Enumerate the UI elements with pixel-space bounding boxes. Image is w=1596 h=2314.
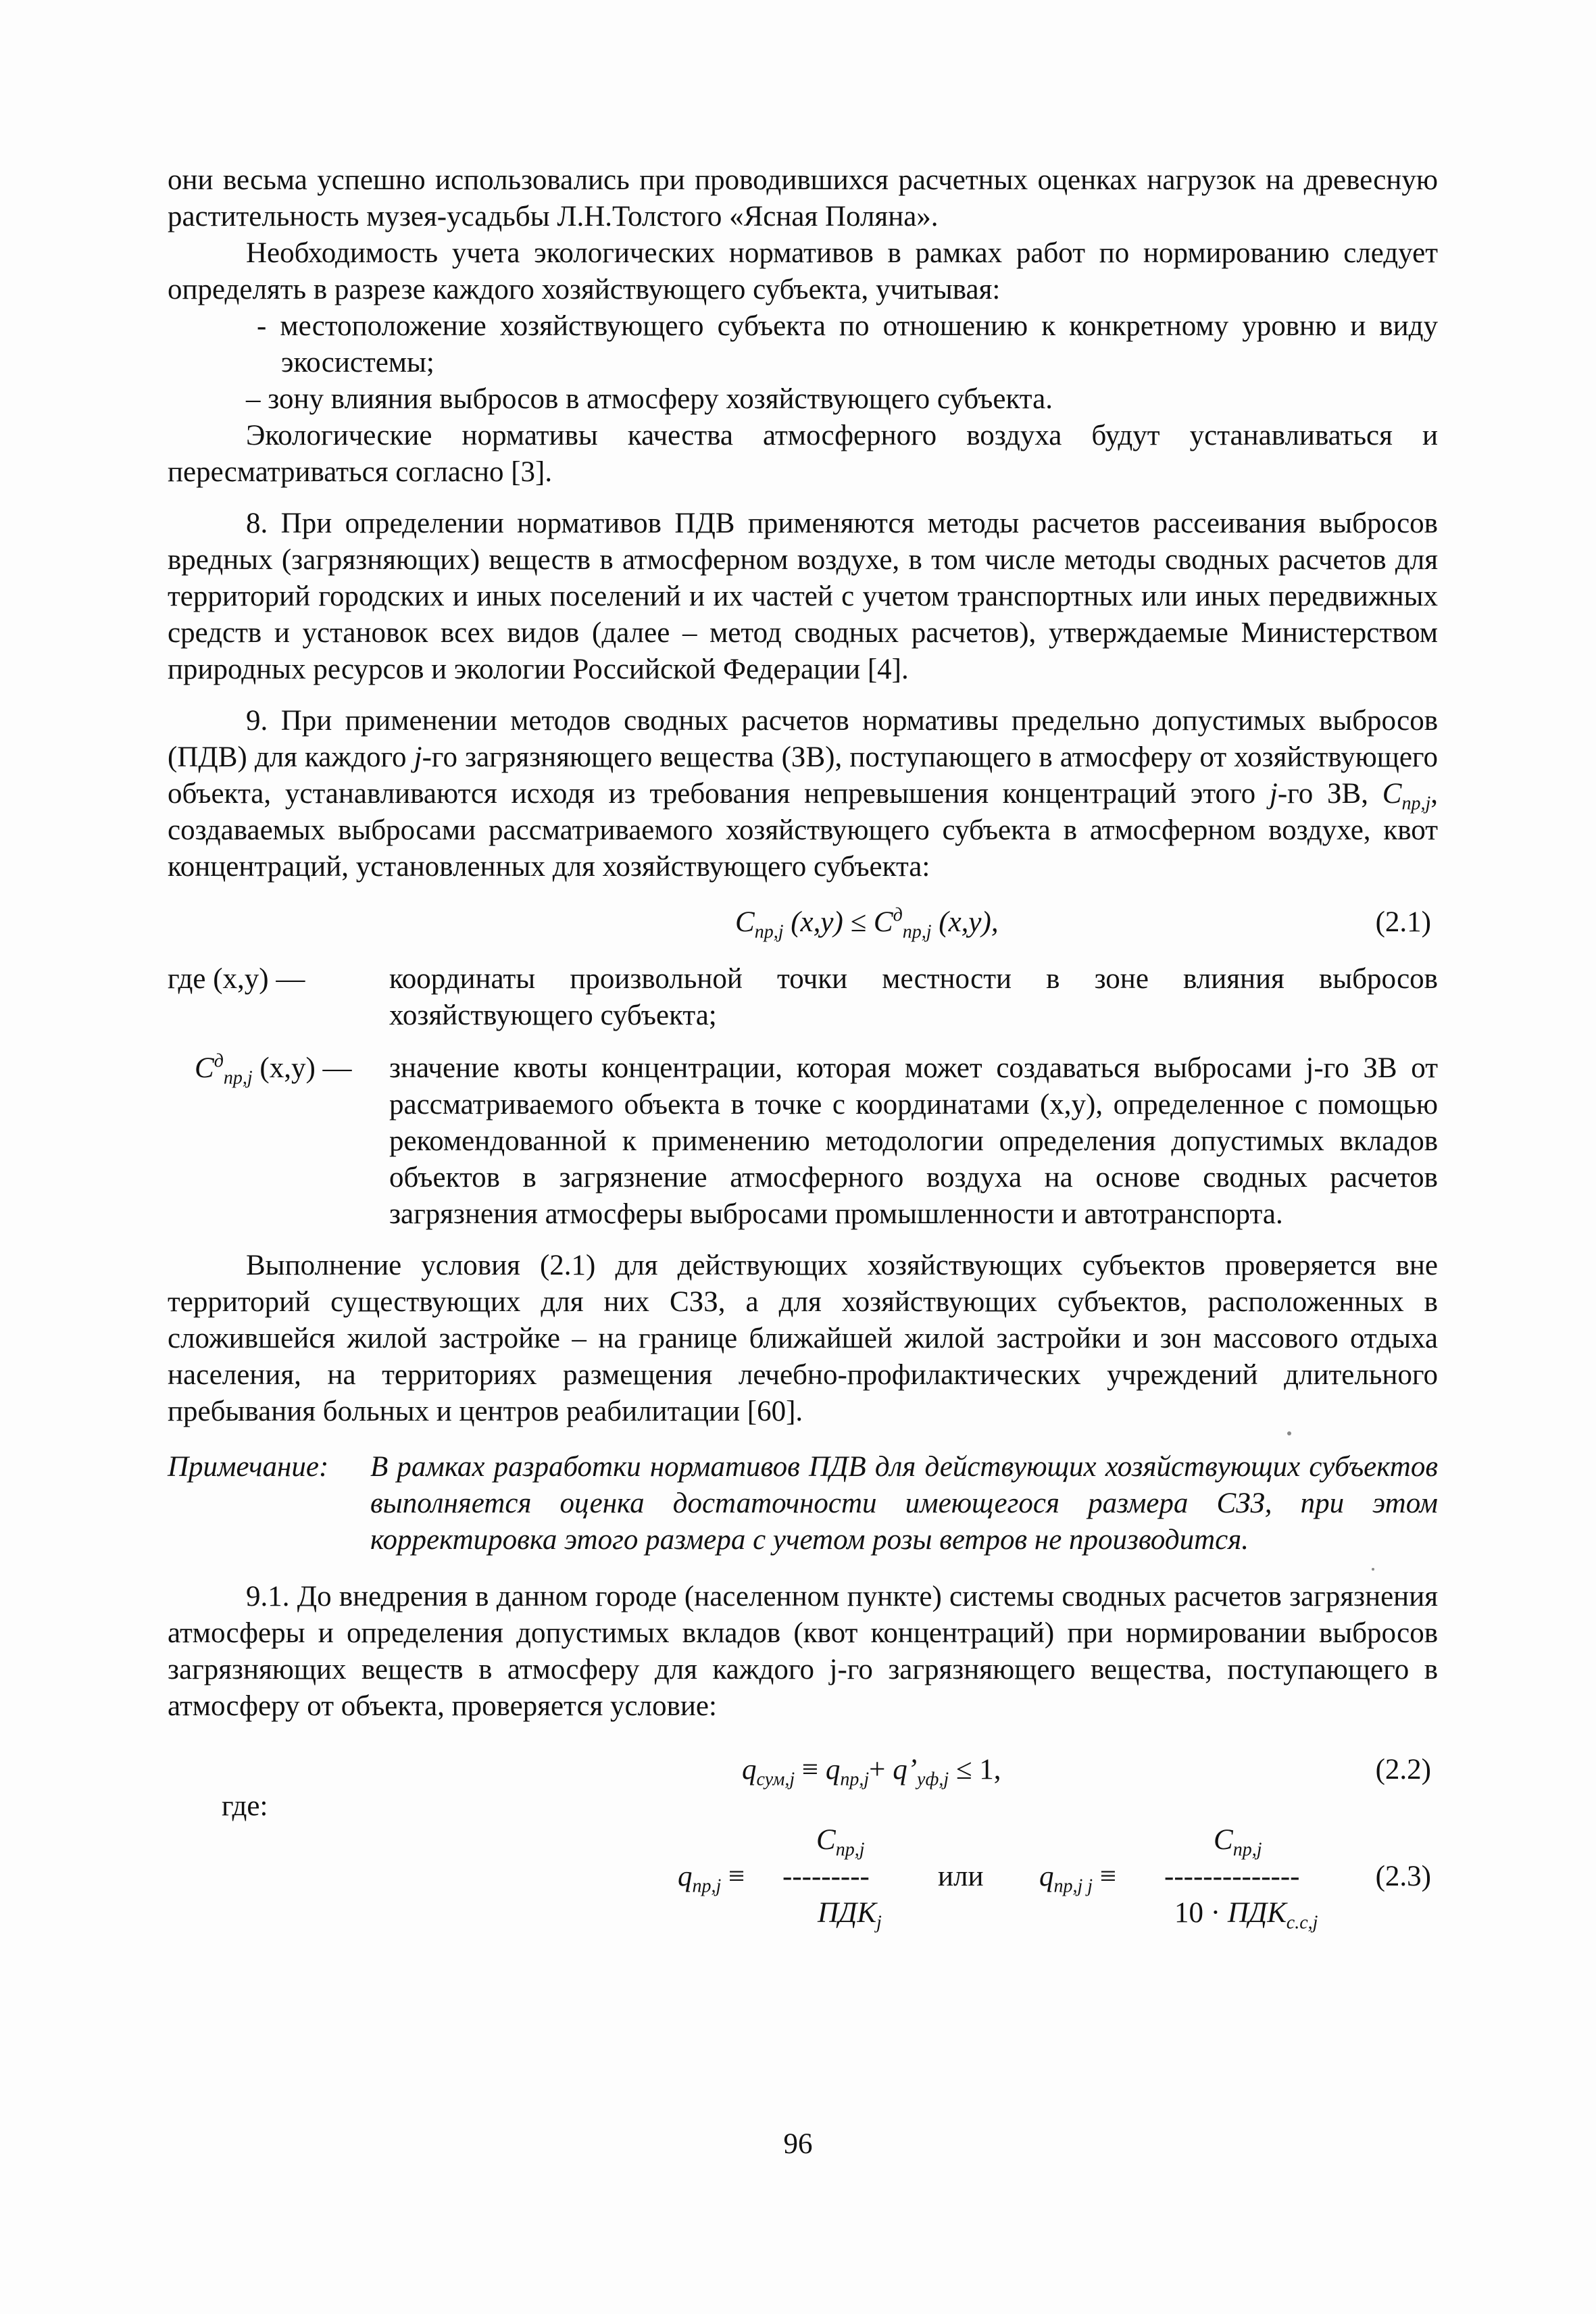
scan-speck — [1287, 1431, 1291, 1435]
bullet-location: - местоположение хозяйствующего субъекта по отношению к конкретному уровню и виду экосистемы; — [257, 310, 1438, 378]
eq23-or: или — [938, 1861, 984, 1892]
definition-term-tail: (x,y) — — [252, 1052, 352, 1084]
paragraph-eco-norms: Экологические нормативы качества атмосферного воздуха будут устанавливаться и пересматриваться согласно [3]. — [168, 420, 1438, 488]
definition-term — [195, 1050, 352, 1087]
subscript: уф,j — [917, 1769, 949, 1790]
where-label: где: — [222, 1790, 268, 1822]
equation-2-1-formula — [735, 904, 999, 941]
p9-text-b: -го загрязняющего вещества (ЗВ), поступающего в атмосферу от хозяйствующего объекта, устанавливаются исходя из требования непревышения концентраций этого — [168, 741, 1438, 810]
superscript: д — [214, 1050, 224, 1072]
subscript: пр,j — [223, 1067, 253, 1089]
equation-text: ≤ 1, — [949, 1754, 1001, 1786]
symbol-c: С — [195, 1052, 214, 1084]
paragraph-need: Необходимость учета экологических нормативов в рамках работ по нормированию следует определять в разрезе каждого хозяйствующего субъекта, учитывая: — [168, 237, 1438, 305]
eq23-numerator2 — [1214, 1822, 1262, 1861]
text-column — [168, 162, 1439, 1934]
eq23-lhs1 — [678, 1858, 745, 1895]
bullet-influence-zone: – зону влияния выбросов в атмосферу хозяйствующего субъекта. — [246, 383, 1053, 415]
equation-text: ≡ — [1093, 1861, 1117, 1892]
equation-text: (x,y), — [931, 906, 999, 938]
equation-text: ≡ — [795, 1754, 826, 1786]
equation-number: (2.2) — [1375, 1754, 1431, 1786]
p9-cpr — [1382, 778, 1431, 814]
subscript: пр,j — [835, 1839, 865, 1861]
p9-j: j — [1269, 778, 1278, 810]
definition-quota — [168, 1050, 1438, 1233]
paragraph-9 — [168, 703, 1438, 885]
symbol-c: С — [816, 1824, 836, 1856]
subscript: с.с,j — [1286, 1912, 1318, 1934]
symbol-c: С — [873, 906, 893, 938]
subscript: пр,j — [902, 921, 932, 943]
equation-2-1 — [168, 904, 1438, 943]
subscript: пр,j — [1401, 793, 1431, 814]
equation-text: + — [869, 1754, 893, 1786]
symbol-q: q — [1039, 1861, 1054, 1892]
symbol-c: С — [1214, 1824, 1233, 1856]
eq23-denominator2 — [1174, 1895, 1318, 1934]
subscript: пр,j — [754, 921, 784, 943]
note-text: В рамках разработки нормативов ПДВ для действующих хозяйствующих субъектов выполняется оценка достаточности имеющегося размера СЗЗ, при этом корректировка этого размера с учетом розы ветров не производится. — [370, 1451, 1438, 1556]
eq23-fraction-bar1: --------- — [782, 1861, 870, 1892]
paragraph-8: 8. При определении нормативов ПДВ применяются методы расчетов рассеивания выбросов вредных (загрязняющих) веществ в атмосферном воздухе, в том числе методы сводных расчетов для территорий городских и иных поселений и их частей с учетом транспортных или иных передвижных средств и установок всех видов (далее – метод сводных расчетов), утверждаемые Министерством природных ресурсов и экологии Российской Федерации [4]. — [168, 508, 1438, 685]
equation-text: (x,y) ≤ — [783, 906, 874, 938]
definition-body: координаты произвольной точки местности в зоне влияния выбросов хозяйствующего субъекта; — [389, 963, 1438, 1031]
pdk-text: ПДК — [1227, 1897, 1287, 1929]
paragraph-condition: Выполнение условия (2.1) для действующих хозяйствующих субъектов проверяется вне территорий существующих для них СЗЗ, а для хозяйствующих субъектов, расположенных в сложившейся жилой застройке – на границе ближайшей жилой застройки и зон массового отдыха населения, на территориях размещения лечебно-профилактических учреждений длительного пребывания больных и центров реабилитации [60]. — [168, 1250, 1438, 1427]
symbol-c: С — [735, 906, 755, 938]
subscript: сум,j — [756, 1769, 795, 1790]
note — [168, 1449, 1438, 1558]
equation-2-2-formula — [742, 1752, 1001, 1788]
symbol-q: q — [742, 1754, 757, 1786]
equation-number: (2.1) — [1375, 906, 1431, 938]
scan-speck — [1372, 1568, 1374, 1571]
p9-text-c: -го ЗВ, — [1277, 778, 1382, 810]
definition-body: значение квоты концентрации, которая может создаваться выбросами j-го ЗВ от рассматриваемого объекта в точке с координатами (x,y), определенное с помощью рекомендованной к применению методологии определения допустимых вкладов объектов в загрязнение атмосферного воздуха на основе сводных расчетов загрязнения атмосферы выбросами промышленности и автотранспорта. — [389, 1052, 1438, 1230]
subscript: пр,j — [692, 1875, 722, 1897]
symbol-c: С — [1382, 778, 1402, 810]
note-label: Примечание: — [168, 1451, 329, 1483]
equation-2-3 — [168, 1790, 1438, 1934]
eq23-fraction-bar2: -------------- — [1164, 1861, 1300, 1892]
subscript: пр,j — [1232, 1839, 1262, 1861]
p9-j: j — [414, 741, 422, 773]
equation-2-2 — [168, 1752, 1438, 1791]
p9-text-d: , создаваемых выбросами рассматриваемого хозяйствующего субъекта в атмосферном воздухе, квот концентраций, установленных для хозяйствующего субъекта: — [168, 778, 1439, 883]
equation-number: (2.3) — [1375, 1861, 1431, 1892]
page-number: 96 — [783, 2128, 813, 2160]
eq23-numerator1 — [816, 1822, 865, 1861]
paragraph-intro: они весьма успешно использовались при проводившихся расчетных оценках нагрузок на древесную растительность музея-усадьбы Л.Н.Толстого «Ясная Поляна». — [168, 164, 1438, 232]
definition-xy — [168, 961, 1438, 1034]
equation-text: 10 · — [1174, 1897, 1228, 1929]
pdk-text: ПДК — [818, 1897, 876, 1929]
superscript: д — [893, 904, 903, 926]
symbol-q: q’ — [893, 1754, 918, 1786]
subscript: пр,j — [840, 1769, 870, 1790]
subscript: j — [876, 1912, 882, 1934]
definition-term: где (x,y) — — [168, 963, 305, 995]
paragraph-9-1: 9.1. До внедрения в данном городе (населенном пункте) системы сводных расчетов загрязнения атмосферы и определения допустимых вкладов (квот концентраций) при нормировании выбросов загрязняющих веществ в атмосферу для каждого j-го загрязняющего вещества, поступающего в атмосферу от объекта, проверяется условие: — [168, 1581, 1438, 1722]
subscript: пр,j j — [1053, 1875, 1093, 1897]
eq23-denominator1 — [818, 1895, 882, 1934]
equation-text: ≡ — [721, 1861, 745, 1892]
symbol-q: q — [825, 1754, 841, 1786]
p9-text-a: 9. При применении методов сводных расчетов нормативы предельно допустимых выбросов (ПДВ) для каждого — [168, 705, 1438, 773]
symbol-q: q — [678, 1861, 693, 1892]
eq23-lhs2 — [1039, 1858, 1116, 1895]
